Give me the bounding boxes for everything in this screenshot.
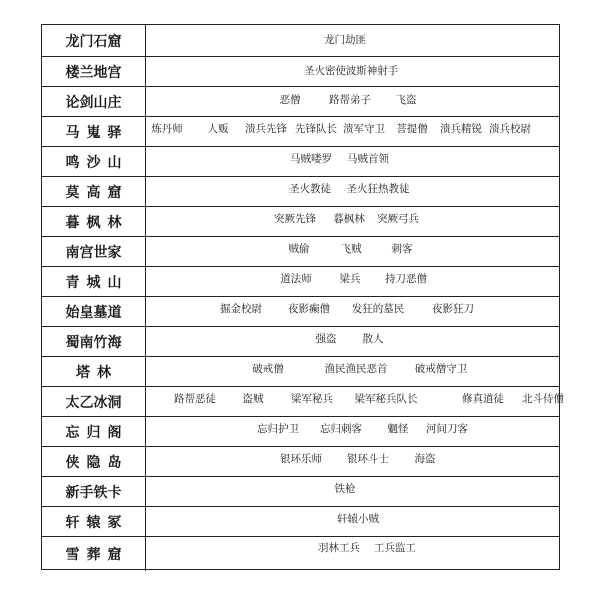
enemy-name: 菩提僧 bbox=[396, 123, 428, 135]
location-name: 暮枫林 bbox=[42, 207, 146, 236]
enemy-name: 渔民渔民恶首 bbox=[324, 363, 388, 375]
enemy-name: 溃兵校尉 bbox=[489, 123, 531, 135]
enemy-name: 圣火狂热教徒 bbox=[346, 183, 410, 195]
location-name: 楼兰地宫 bbox=[42, 57, 146, 86]
enemy-list-cell bbox=[146, 267, 559, 296]
enemy-name: 掘金校尉 bbox=[220, 303, 262, 315]
table-row bbox=[42, 177, 559, 207]
table-row bbox=[42, 357, 559, 387]
enemy-list-cell bbox=[146, 327, 559, 356]
enemy-list-cell bbox=[146, 297, 559, 326]
location-name: 侠隐岛 bbox=[42, 447, 146, 476]
table-row bbox=[42, 387, 564, 417]
enemy-name: 魍怪 bbox=[387, 423, 409, 435]
table-row bbox=[42, 207, 559, 237]
enemy-list-cell bbox=[146, 147, 559, 176]
enemy-name: 梁兵 bbox=[339, 273, 361, 285]
enemy-list-cell bbox=[146, 207, 559, 236]
enemy-name: 溃兵先锋 bbox=[245, 123, 287, 135]
enemy-name: 破戒僧守卫 bbox=[414, 363, 468, 375]
enemy-name: 圣火密使 bbox=[304, 65, 346, 77]
table-row bbox=[42, 417, 559, 447]
location-name: 蜀南竹海 bbox=[42, 327, 146, 356]
table-row bbox=[42, 267, 559, 297]
location-name: 始皇墓道 bbox=[42, 297, 146, 326]
enemy-name: 修真道徒 bbox=[462, 393, 504, 405]
location-name: 雪葬窟 bbox=[42, 537, 146, 571]
table-row bbox=[42, 447, 559, 477]
enemy-list-cell bbox=[146, 507, 559, 536]
enemy-name: 羽林工兵 bbox=[318, 542, 360, 554]
enemy-name: 人贩 bbox=[207, 123, 229, 135]
enemy-list-cell bbox=[146, 357, 559, 386]
enemy-list-cell bbox=[146, 87, 559, 116]
enemy-name: 恶僧 bbox=[279, 94, 301, 106]
enemy-name: 轩辕小贼 bbox=[337, 513, 379, 525]
enemy-name: 北斗侍僧 bbox=[522, 393, 564, 405]
enemy-name: 溃兵精锐 bbox=[440, 123, 482, 135]
enemy-list-cell bbox=[146, 25, 559, 56]
enemy-name: 暮枫林 bbox=[333, 213, 365, 225]
table-row bbox=[42, 237, 559, 267]
enemy-name: 路帮弟子 bbox=[329, 94, 371, 106]
table-row bbox=[42, 87, 559, 117]
enemy-list-cell bbox=[146, 537, 559, 571]
enemy-name: 波斯神射手 bbox=[345, 65, 399, 77]
enemy-name: 银环乐师 bbox=[280, 453, 322, 465]
enemy-name: 刺客 bbox=[391, 243, 413, 255]
enemy-list-cell bbox=[146, 417, 559, 446]
enemy-name: 忘归刺客 bbox=[320, 423, 362, 435]
enemy-list-cell bbox=[146, 477, 559, 506]
enemy-name: 龙门劫匪 bbox=[324, 34, 366, 46]
table-row bbox=[42, 477, 559, 507]
table-row bbox=[42, 327, 559, 357]
enemy-name: 飞盗 bbox=[395, 94, 417, 106]
table-row bbox=[42, 117, 559, 147]
table-row bbox=[42, 25, 559, 57]
enemy-list-cell bbox=[146, 57, 559, 86]
location-name: 新手铁卡 bbox=[42, 477, 146, 506]
location-name: 太乙冰洞 bbox=[42, 387, 146, 416]
enemy-name: 夜影狂刀 bbox=[432, 303, 474, 315]
enemy-name: 突厥先锋 bbox=[274, 213, 316, 225]
enemy-name: 突厥弓兵 bbox=[377, 213, 419, 225]
enemy-name: 铁枪 bbox=[334, 483, 356, 495]
enemy-name: 贼偷 bbox=[288, 243, 310, 255]
enemy-list-cell bbox=[146, 177, 559, 206]
enemy-name: 路帮恶徒 bbox=[174, 393, 216, 405]
enemy-name: 飞贼 bbox=[340, 243, 362, 255]
enemy-name: 强盗 bbox=[315, 333, 337, 345]
table-row bbox=[42, 507, 559, 537]
enemy-name: 工兵监工 bbox=[374, 542, 416, 554]
enemy-name: 发狂的墓民 bbox=[351, 303, 405, 315]
location-name: 莫高窟 bbox=[42, 177, 146, 206]
enemy-name: 海盗 bbox=[414, 453, 436, 465]
enemy-name: 散人 bbox=[362, 333, 384, 345]
enemy-name: 炼丹师 bbox=[151, 123, 183, 135]
table-row bbox=[42, 147, 559, 177]
location-name: 南宫世家 bbox=[42, 237, 146, 266]
location-name: 轩辕冢 bbox=[42, 507, 146, 536]
enemy-name: 银环斗士 bbox=[347, 453, 389, 465]
enemy-list-cell bbox=[146, 387, 564, 416]
location-name: 青城山 bbox=[42, 267, 146, 296]
table-row bbox=[42, 57, 559, 87]
table-row bbox=[42, 537, 559, 571]
enemy-name: 道法师 bbox=[280, 273, 312, 285]
enemy-name: 持刀恶僧 bbox=[385, 273, 427, 285]
enemy-list-cell bbox=[146, 117, 559, 146]
enemy-list-cell bbox=[146, 237, 559, 266]
enemy-name: 溃军守卫 bbox=[343, 123, 385, 135]
enemy-name: 河间刀客 bbox=[426, 423, 468, 435]
location-name: 龙门石窟 bbox=[42, 25, 146, 56]
enemy-name: 马贼喽罗 bbox=[290, 153, 332, 165]
enemy-name: 忘归护卫 bbox=[257, 423, 299, 435]
enemy-name: 夜影癫僧 bbox=[288, 303, 330, 315]
location-name: 塔林 bbox=[42, 357, 146, 386]
enemy-name: 盗贼 bbox=[242, 393, 264, 405]
enemy-name: 破戒僧 bbox=[252, 363, 284, 375]
enemy-name: 马贼首领 bbox=[347, 153, 389, 165]
enemy-location-table bbox=[41, 24, 564, 570]
enemy-name: 先锋队长 bbox=[295, 123, 337, 135]
enemy-name: 圣火教徒 bbox=[289, 183, 331, 195]
table-row bbox=[42, 297, 559, 327]
location-name: 鸣沙山 bbox=[42, 147, 146, 176]
location-name: 论剑山庄 bbox=[42, 87, 146, 116]
location-name: 马嵬驿 bbox=[42, 117, 146, 146]
enemy-list-cell bbox=[146, 447, 559, 476]
enemy-name: 梁军秘兵 bbox=[291, 393, 333, 405]
enemy-name: 梁军秘兵队长 bbox=[354, 393, 418, 405]
location-name: 忘归阁 bbox=[42, 417, 146, 446]
